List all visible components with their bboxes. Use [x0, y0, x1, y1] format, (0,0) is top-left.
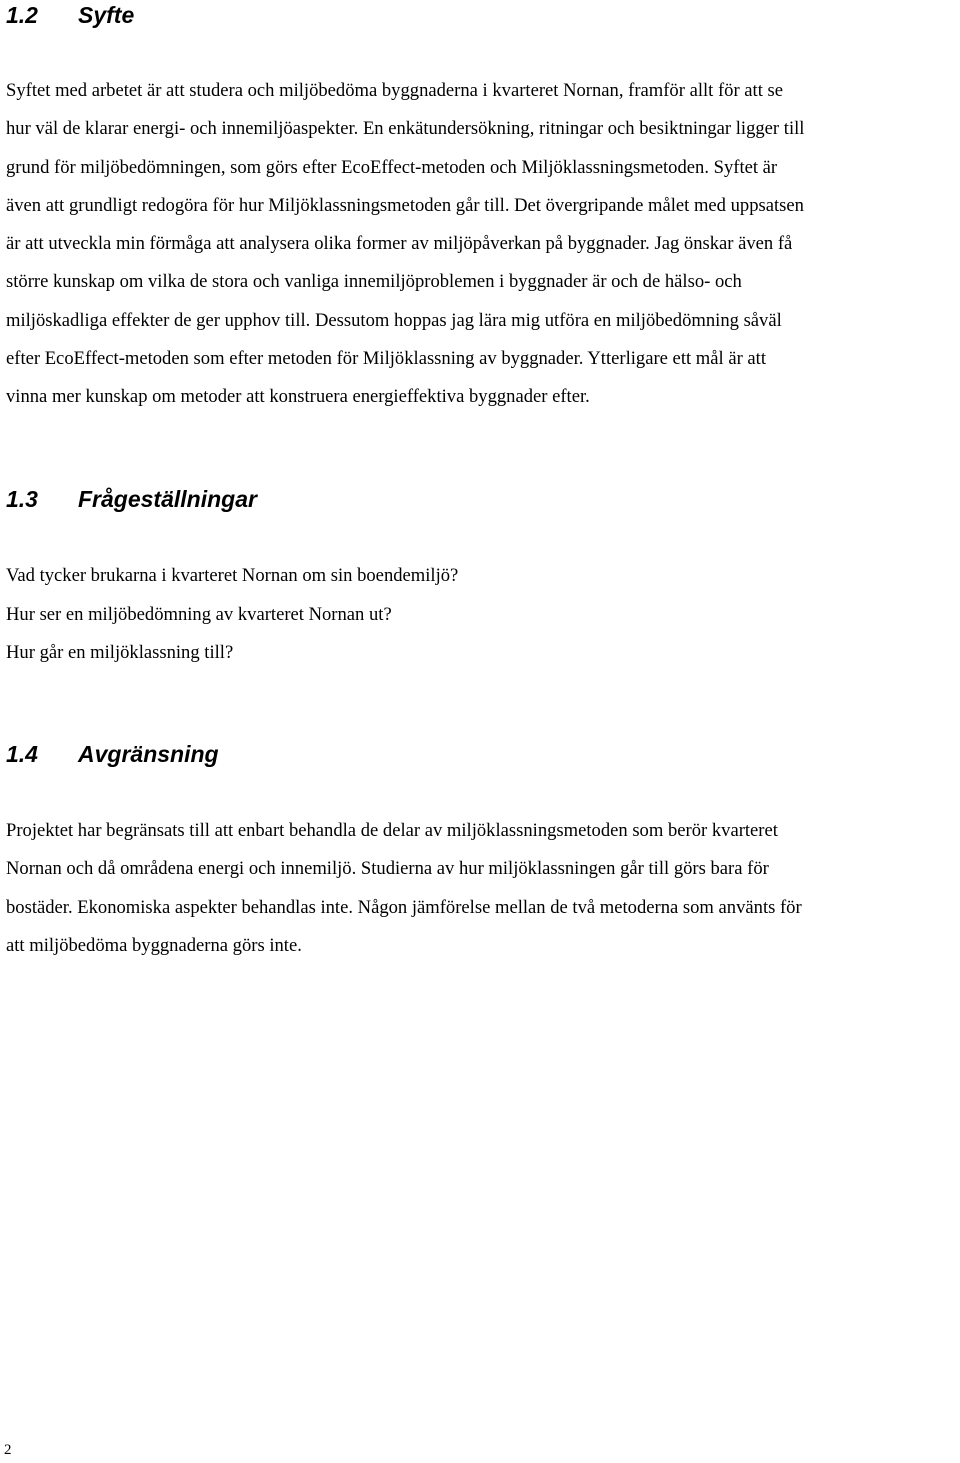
section-heading-syfte	[6, 2, 134, 29]
section-heading-avgransning	[6, 741, 219, 768]
section-heading-fragestallningar	[6, 486, 257, 513]
text-line: Nornan och då områdena energi och innemiljö. Studierna av hur miljöklassningen går till görs bara för	[6, 858, 769, 880]
text-line: hur väl de klarar energi- och innemiljöaspekter. En enkätundersökning, ritningar och besiktningar ligger till	[6, 118, 805, 140]
text-line: miljöskadliga effekter de ger upphov till. Dessutom hoppas jag lära mig utföra en miljöbedömning såväl	[6, 309, 782, 331]
text-line: grund för miljöbedömningen, som görs efter EcoEffect-metoden och Miljöklassningsmetoden. Syftet är	[6, 156, 778, 178]
text-line: bostäder. Ekonomiska aspekter behandlas inte. Någon jämförelse mellan de två metoderna som använts för	[6, 896, 802, 918]
text-line: Syftet med arbetet är att studera och miljöbedöma byggnaderna i kvarteret Nornan, framför allt för att se	[6, 80, 784, 101]
question-item: Hur ser en miljöbedömning av kvarteret Nornan ut?	[6, 603, 392, 625]
question-list	[6, 557, 956, 673]
section-number: 1.4	[6, 741, 38, 767]
paragraph-avgransning	[6, 812, 956, 965]
paragraph-syfte	[6, 72, 956, 417]
section-number: 1.3	[6, 486, 38, 512]
text-line: större kunskap om vilka de stora och vanliga innemiljöproblemen i byggnader är och de hälso- och	[6, 271, 742, 293]
text-line: Projektet har begränsats till att enbart behandla de delar av miljöklassningsmetoden som berör kvarteret	[6, 820, 778, 841]
section-number: 1.2	[6, 2, 38, 28]
section-title: Frågeställningar	[78, 486, 257, 512]
question-item: Vad tycker brukarna i kvarteret Nornan om sin boendemiljö?	[6, 565, 459, 586]
text-line: även att grundligt redogöra för hur Miljöklassningsmetoden går till. Det övergripande målet med uppsatsen	[6, 194, 804, 216]
page-number: 2	[4, 1442, 12, 1458]
text-line: att miljöbedöma byggnaderna görs inte.	[6, 934, 302, 956]
question-item: Hur går en miljöklassning till?	[6, 642, 234, 663]
text-line: vinna mer kunskap om metoder att konstruera energieffektiva byggnader efter.	[6, 386, 590, 408]
text-line: är att utveckla min förmåga att analysera olika former av miljöpåverkan på byggnader. Jag önskar även få	[6, 233, 793, 255]
section-title: Syfte	[78, 2, 135, 28]
section-title: Avgränsning	[78, 741, 219, 767]
text-line: efter EcoEffect-metoden som efter metoden för Miljöklassning av byggnader. Ytterligare ett mål är att	[6, 348, 767, 370]
